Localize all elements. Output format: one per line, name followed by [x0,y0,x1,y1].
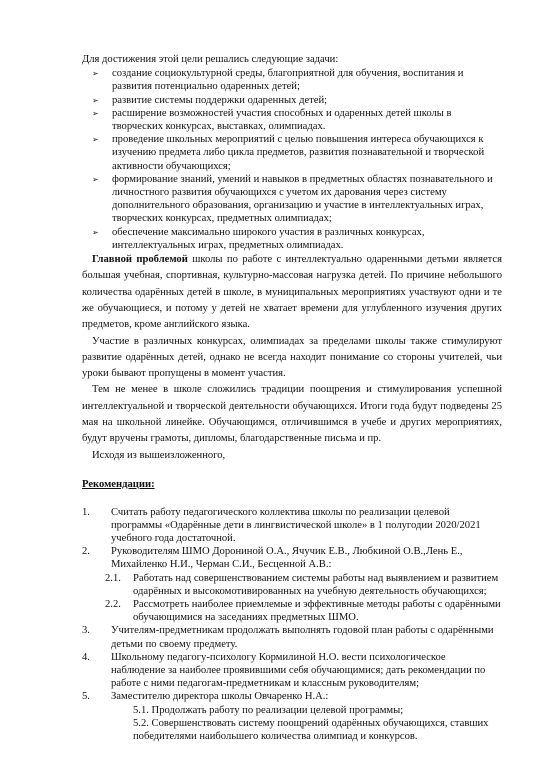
recommendations-heading: Рекомендации: [82,478,155,490]
list-item: 1. Считать работу педагогического коллектива школы по реализации целевой программы «Одарённые дети в лингвистической школе» в 1 полугодии 2020/2021 учебного года достаточной. [82,506,481,545]
list-item: ➢ расширение возможностей участия способных и одаренных детей школы в творческих конкурсах, выставках, олимпиадах. [92,107,452,133]
list-item: 3. Учителям-предметникам продолжать выполнять годовой план работы с одарёнными детьми по своему предмету. [82,625,494,650]
arrow-bullet-icon: ➢ [92,135,99,145]
traditions-paragraph: Тем не менее в школе сложились традиции поощрения и стимулирования успешной интеллектуальной и творческой деятельности обучающихся. Итоги года будут подведены 25 мая на школьной линейке. Обучающимся, отличившимся в учебе и других мероприятиях, будут вручены грамоты, дипломы, благодарственные письма и пр. [82,384,502,445]
arrow-bullet-icon: ➢ [92,108,99,118]
list-item: 5.2. Совершенствовать систему поощрений одарённых обучающихся, ставших победителями наибольшего количества олимпиад и конкурсов. [133,717,489,743]
main-problem-paragraph: Главной проблемой школы по работе с интеллектуально одаренными детьми является большая учебная, спортивная, культурно-массовая нагрузка детей. По причине небольшого количества одарённых детей в школе, в муниципальных мероприятиях участвуют одни и те же обучающиеся, и потому у детей не хватает времени для углубленного изучения других предметов, кроме английского языка. [82,254,502,331]
arrow-bullet-icon: ➢ [92,227,99,237]
list-item: ➢ обеспечение максимально широкого участия в различных конкурсах, интеллектуальных играх, предметных олимпиадах. [92,226,425,251]
list-item: ➢ развитие системы поддержки одаренных детей; [92,94,328,106]
conclusion-line: Исходя из вышеизложенного, [92,449,226,461]
arrow-bullet-icon: ➢ [92,174,99,184]
list-item: 2.2. Рассмотреть наиболее приемлемые и эффективные методы работы с одарёнными обучающимися на заседаниях предметных ШМО. [105,599,501,624]
main-problem-bold: Главной проблемой [92,254,188,266]
list-item: ➢ создание социокультурной среды, благоприятной для обучения, воспитания и развития потенциально одаренных детей; [92,68,464,93]
tasks-intro: Для достижения этой цели решались следующие задачи: [82,54,339,65]
list-item: 5.1. Продолжать работу по реализации целевой программы; [133,704,404,716]
arrow-bullet-icon: ➢ [92,95,99,105]
list-item: 4. Школьному педагогу-психологу Кормилиной Н.О. вести психологическое наблюдение за наиболее проявившими себя обучающимися; дать рекомендации по работе с ними педагогам-предметникам и классным руководителям; [82,651,486,690]
recommendations-list [82,506,502,744]
tasks-list [82,67,502,252]
arrow-bullet-icon: ➢ [92,69,99,79]
competitions-paragraph: Участие в различных конкурсах, олимпиадах за пределами школы также стимулируют развитие одарённых детей, однако не всегда находит понимание со стороны учителей, чьи уроки бывают пропущены в момент участия. [82,335,502,380]
list-item: 5. Заместителю директора школы Овчаренко Н.А.: [82,691,329,703]
list-item: 2.1. Работать над совершенствованием системы работы над выявлением и развитием одарённых и высокомотивированных на учебную деятельность обучающихся; [105,572,499,597]
list-item: ➢ проведение школьных мероприятий с целью повышения интереса обучающихся к изучению предмета либо цикла предметов, развития познавательной и творческой активности обучающихся; [92,134,485,172]
document-body [82,53,502,743]
list-item: ➢ формирование знаний, умений и навыков в предметных областях познавательного и личностного развития обучающихся с учетом их дарования через систему дополнительного образования, организацию и участие в интеллектуальных играх, творческих конкурсах, предметных олимпиадах; [92,173,493,225]
list-item: 2. Руководителям ШМО Дорониной О.А., Ячучик Е.В., Любкиной О.В.,Лень Е., Михайленко Н.И., Черман С.И., Бесценной А.В.: [82,546,463,571]
